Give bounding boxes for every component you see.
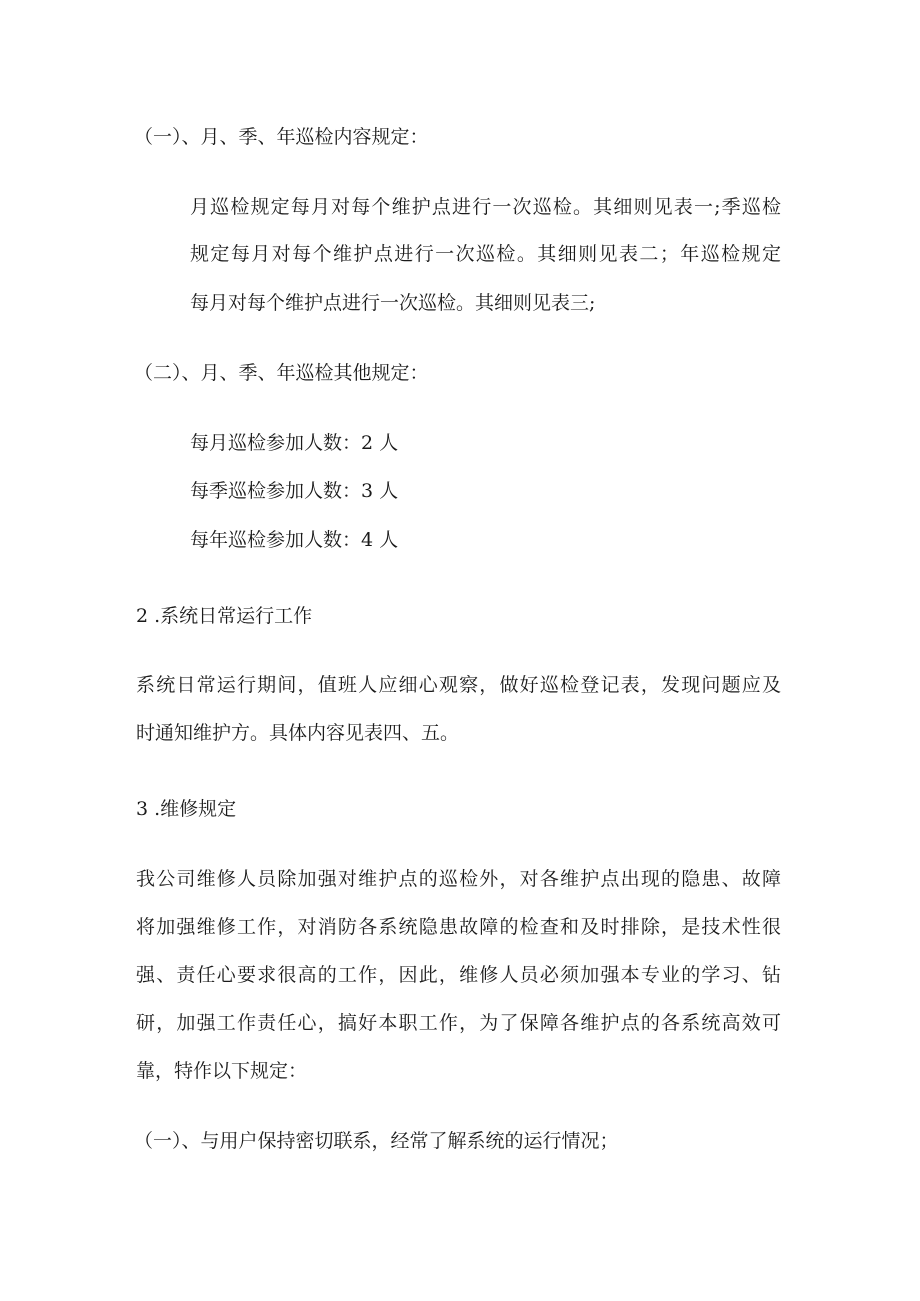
section1-body-line-2: 规定每月对每个维护点进行一次巡检。其细则见表二；年巡检规定 — [190, 243, 781, 265]
section1-heading: （一）、月、季、年巡检内容规定： — [134, 126, 429, 148]
item3-heading: 3 .维修规定 — [136, 798, 237, 820]
item2-body-line-1: 系统日常运行期间，值班人应细心观察，做好巡检登记表，发现问题应及 — [136, 674, 781, 696]
item3-body-line-3: 强、责任心要求很高的工作，因此，维修人员必须加强本专业的学习、钻 — [136, 964, 781, 986]
item2-body-line-2: 时通知维护方。具体内容见表四、五。 — [136, 722, 460, 744]
item3-body-line-2: 将加强维修工作，对消防各系统隐患故障的检查和及时排除，是技术性很 — [136, 916, 781, 938]
section2-item-2: 每季巡检参加人数：3 人 — [190, 480, 399, 502]
section2-heading: （二）、月、季、年巡检其他规定： — [134, 362, 429, 384]
section2-item-1: 每月巡检参加人数：2 人 — [190, 432, 399, 454]
item3-body-line-4: 研，加强工作责任心，搞好本职工作，为了保障各维护点的各系统高效可 — [136, 1012, 781, 1034]
item3-body-line-1: 我公司维修人员除加强对维护点的巡检外，对各维护点出现的隐患、故障 — [136, 868, 781, 890]
item3-body-line-5: 靠，特作以下规定： — [136, 1060, 308, 1082]
section2-item-3: 每年巡检参加人数：4 人 — [190, 529, 399, 551]
item3-sub-item-1: （一）、与用户保持密切联系，经常了解系统的运行情况； — [134, 1130, 619, 1152]
section1-body-line-1: 月巡检规定每月对每个维护点进行一次巡检。其细则见表一;季巡检 — [190, 196, 781, 218]
section1-body-line-3: 每月对每个维护点进行一次巡检。其细则见表三; — [190, 292, 596, 314]
item2-heading: 2 .系统日常运行工作 — [136, 605, 313, 627]
